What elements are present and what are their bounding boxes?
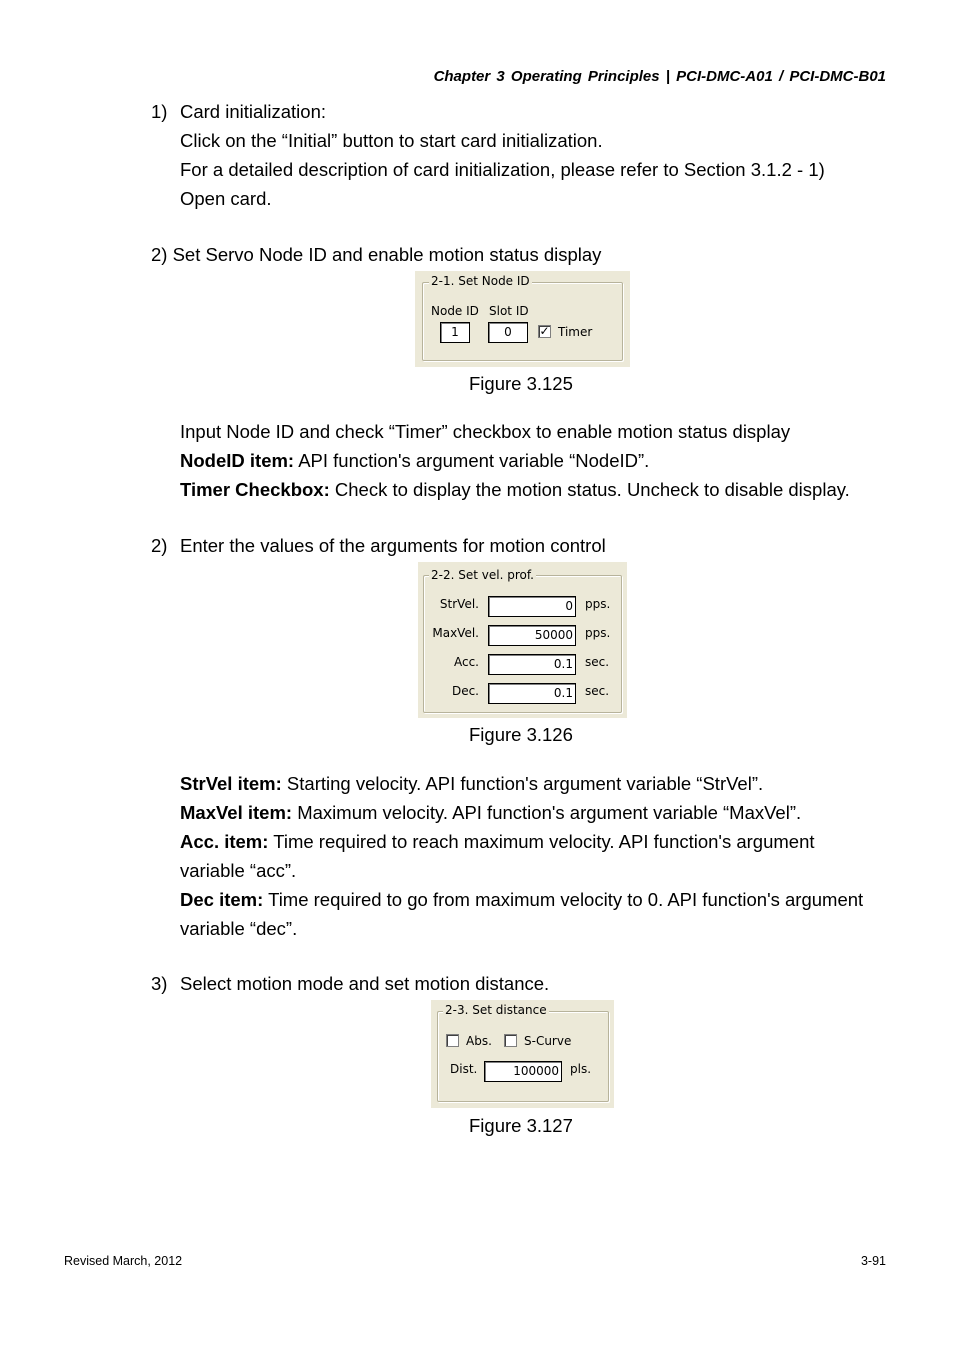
maxvel-item-term: MaxVel item: bbox=[180, 802, 293, 823]
footer-revision: Revised March, 2012 bbox=[64, 1254, 183, 1268]
s-curve-label: S-Curve bbox=[524, 1034, 572, 1048]
timer-checkbox-term: Timer Checkbox: bbox=[180, 479, 330, 500]
dec-label: Dec. bbox=[451, 684, 479, 698]
slot-id-label: Slot ID bbox=[489, 304, 529, 318]
dec-unit: sec. bbox=[585, 684, 610, 698]
strvel-item-term: StrVel item: bbox=[180, 773, 282, 794]
step-2-title: 2) Set Servo Node ID and enable motion status display bbox=[151, 244, 602, 265]
acc-item-text-2: variable “acc”. bbox=[180, 860, 297, 881]
acc-unit: sec. bbox=[585, 655, 610, 669]
dist-label: Dist. bbox=[450, 1062, 478, 1076]
dec-item-text-2: variable “dec”. bbox=[180, 918, 298, 939]
step-1-line2: For a detailed description of card initialization, please refer to Section 3.1.2 - 1) bbox=[180, 159, 825, 180]
figure-3-126-caption: Figure 3.126 bbox=[469, 724, 573, 745]
dist-unit: pls. bbox=[570, 1062, 592, 1076]
set-vel-prof-panel bbox=[418, 562, 627, 718]
strvel-unit: pps. bbox=[585, 597, 611, 611]
nodeid-item-text: API function's argument variable “NodeID”. bbox=[294, 450, 650, 471]
timer-checkbox[interactable] bbox=[538, 325, 551, 338]
dist-input[interactable]: 100000 bbox=[484, 1061, 562, 1082]
strvel-item-desc bbox=[180, 769, 763, 798]
dec-input[interactable]: 0.1 bbox=[488, 683, 576, 704]
acc-item-text: Time required to reach maximum velocity. API function's argument bbox=[268, 831, 815, 852]
step-4-title: Select motion mode and set motion distance. bbox=[180, 973, 550, 994]
maxvel-unit: pps. bbox=[585, 626, 611, 640]
maxvel-item-text: Maximum velocity. API function's argument variable “MaxVel”. bbox=[292, 802, 802, 823]
node-id-input[interactable]: 1 bbox=[440, 322, 470, 343]
nodeid-item-term: NodeID item: bbox=[180, 450, 295, 471]
abs-label: Abs. bbox=[466, 1034, 492, 1048]
maxvel-item-desc bbox=[180, 798, 801, 827]
timer-checkbox-desc bbox=[180, 475, 850, 504]
page-header: Chapter 3 Operating Principles | PCI-DMC-A01 / PCI-DMC-B01 bbox=[433, 68, 886, 85]
nodeid-item-desc bbox=[180, 446, 649, 475]
timer-label: Timer bbox=[558, 325, 593, 339]
step-1-number: 1) bbox=[151, 101, 168, 122]
set-vel-prof-legend: 2-2. Set vel. prof. bbox=[431, 568, 534, 582]
step-1-title: Card initialization: bbox=[180, 101, 327, 122]
step-4-number: 3) bbox=[151, 973, 168, 994]
s-curve-checkbox[interactable] bbox=[504, 1034, 517, 1047]
acc-label: Acc. bbox=[453, 655, 479, 669]
strvel-item-text: Starting velocity. API function's argument variable “StrVel”. bbox=[281, 773, 764, 794]
figure-3-125-caption: Figure 3.125 bbox=[469, 373, 573, 394]
slot-id-input[interactable]: 0 bbox=[488, 322, 528, 343]
step-1-line1: Click on the “Initial” button to start card initialization. bbox=[180, 130, 603, 151]
set-distance-panel bbox=[431, 1000, 614, 1108]
acc-input[interactable]: 0.1 bbox=[488, 654, 576, 675]
strvel-label: StrVel. bbox=[439, 597, 479, 611]
timer-checkbox-text: Check to display the motion status. Uncheck to disable display. bbox=[329, 479, 850, 500]
set-distance-legend: 2-3. Set distance bbox=[445, 1003, 547, 1017]
acc-item-desc bbox=[180, 827, 815, 856]
maxvel-input[interactable]: 50000 bbox=[488, 625, 576, 646]
abs-checkbox[interactable] bbox=[446, 1034, 459, 1047]
set-node-id-legend: 2-1. Set Node ID bbox=[431, 274, 530, 288]
dec-item-text: Time required to go from maximum velocity to 0. API function's argument bbox=[263, 889, 864, 910]
acc-item-term: Acc. item: bbox=[180, 831, 269, 852]
strvel-input[interactable]: 0 bbox=[488, 596, 576, 617]
set-distance-group bbox=[437, 1011, 609, 1102]
desc-125-line1: Input Node ID and check “Timer” checkbox to enable motion status display bbox=[180, 421, 791, 442]
step-1-line3: Open card. bbox=[180, 188, 272, 209]
dec-item-desc bbox=[180, 885, 863, 914]
check-mark-icon: ✓ bbox=[539, 324, 550, 338]
step-3-number: 2) bbox=[151, 535, 168, 556]
node-id-label: Node ID bbox=[431, 304, 479, 318]
step-3-title: Enter the values of the arguments for motion control bbox=[180, 535, 606, 556]
footer-page-number: 3-91 bbox=[860, 1254, 886, 1268]
dec-item-term: Dec item: bbox=[180, 889, 264, 910]
set-node-id-panel bbox=[415, 271, 630, 367]
figure-3-127-caption: Figure 3.127 bbox=[469, 1115, 573, 1136]
maxvel-label: MaxVel. bbox=[432, 626, 479, 640]
